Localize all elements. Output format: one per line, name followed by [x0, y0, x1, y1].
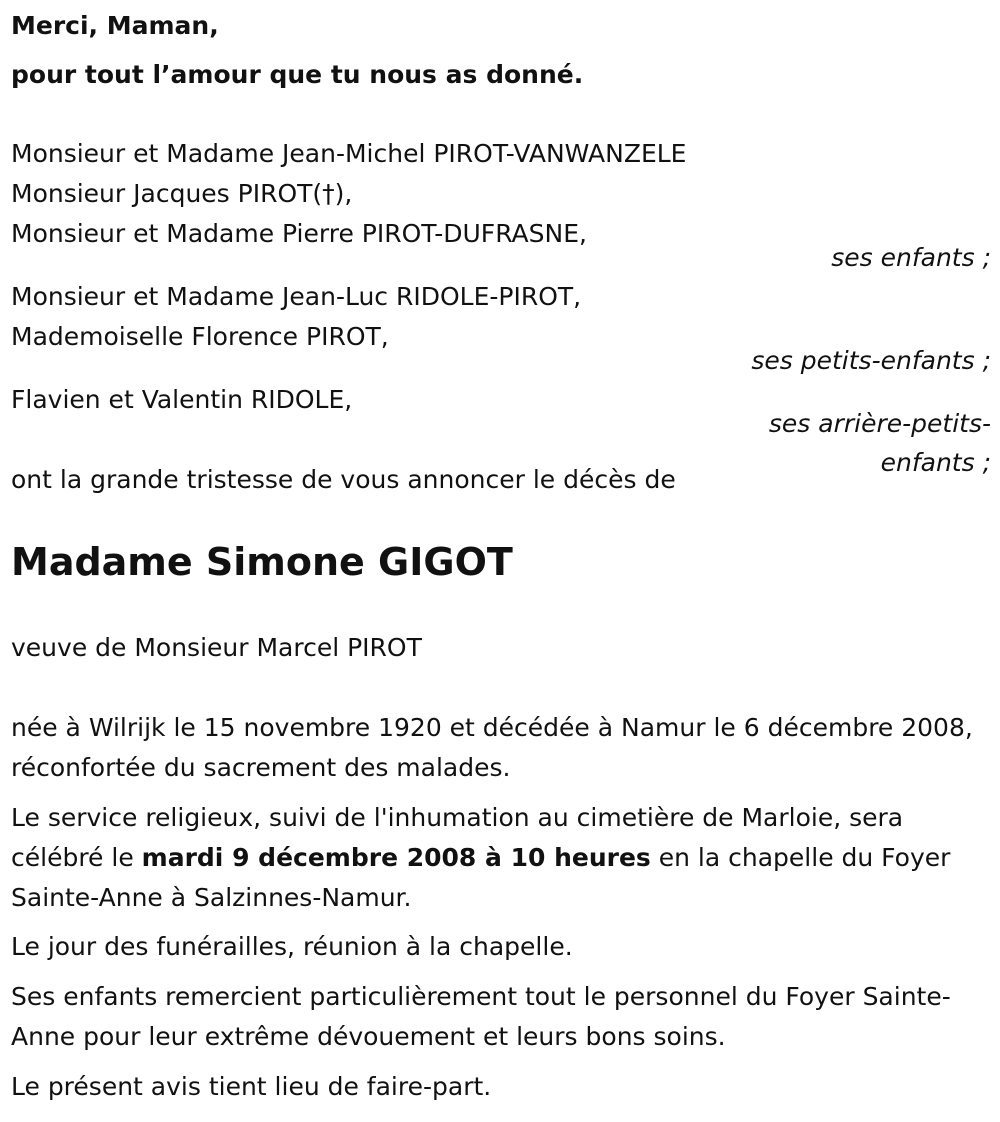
grandchildren-line-2: Mademoiselle Florence PIROT,: [11, 322, 389, 351]
grandchildren-role: ses petits-enfants ;: [751, 346, 991, 375]
service-paragraph: [11, 798, 986, 918]
great-grandchildren-line: Flavien et Valentin RIDOLE,: [11, 385, 353, 414]
widow-of: veuve de Monsieur Marcel PIROT: [11, 633, 422, 662]
service-date: mardi 9 décembre 2008 à 10 heures: [141, 843, 651, 872]
children-role: ses enfants ;: [831, 243, 991, 272]
great-grandchildren-role-2: enfants ;: [880, 448, 991, 477]
children-line-3: Monsieur et Madame Pierre PIROT-DUFRASNE,: [11, 219, 587, 248]
notice-paragraph: Le présent avis tient lieu de faire-part.: [11, 1072, 492, 1101]
announcement: ont la grande tristesse de vous annoncer le décès de: [11, 465, 676, 494]
grandchildren-line-1: Monsieur et Madame Jean-Luc RIDOLE-PIROT,: [11, 282, 582, 311]
intro-line-2: pour tout l’amour que tu nous as donné.: [11, 60, 584, 89]
birth-death-paragraph: née à Wilrijk le 15 novembre 1920 et décédée à Namur le 6 décembre 2008, réconfortée du sacrement des malades.: [11, 713, 973, 782]
deceased-name: Madame Simone GIGOT: [11, 540, 513, 584]
intro-line-1: Merci, Maman,: [11, 11, 219, 40]
gathering-paragraph: Le jour des funérailles, réunion à la chapelle.: [11, 932, 573, 961]
children-line-2: Monsieur Jacques PIROT(†),: [11, 179, 353, 208]
children-line-1: Monsieur et Madame Jean-Michel PIROT-VANWANZELE: [11, 139, 687, 168]
service-text-after: en la chapelle du Foyer Sainte-Anne à Salzinnes-Namur.: [11, 843, 951, 912]
service-text-before: Le service religieux, suivi de l'inhumation au cimetière de Marloie, sera célébré le: [11, 803, 904, 872]
obituary-notice: [11, 0, 991, 1122]
great-grandchildren-role-1: ses arrière-petits-: [768, 409, 991, 438]
thanks-paragraph: Ses enfants remercient particulièrement tout le personnel du Foyer Sainte-Anne pour leur extrême dévouement et leurs bons soins.: [11, 982, 951, 1051]
